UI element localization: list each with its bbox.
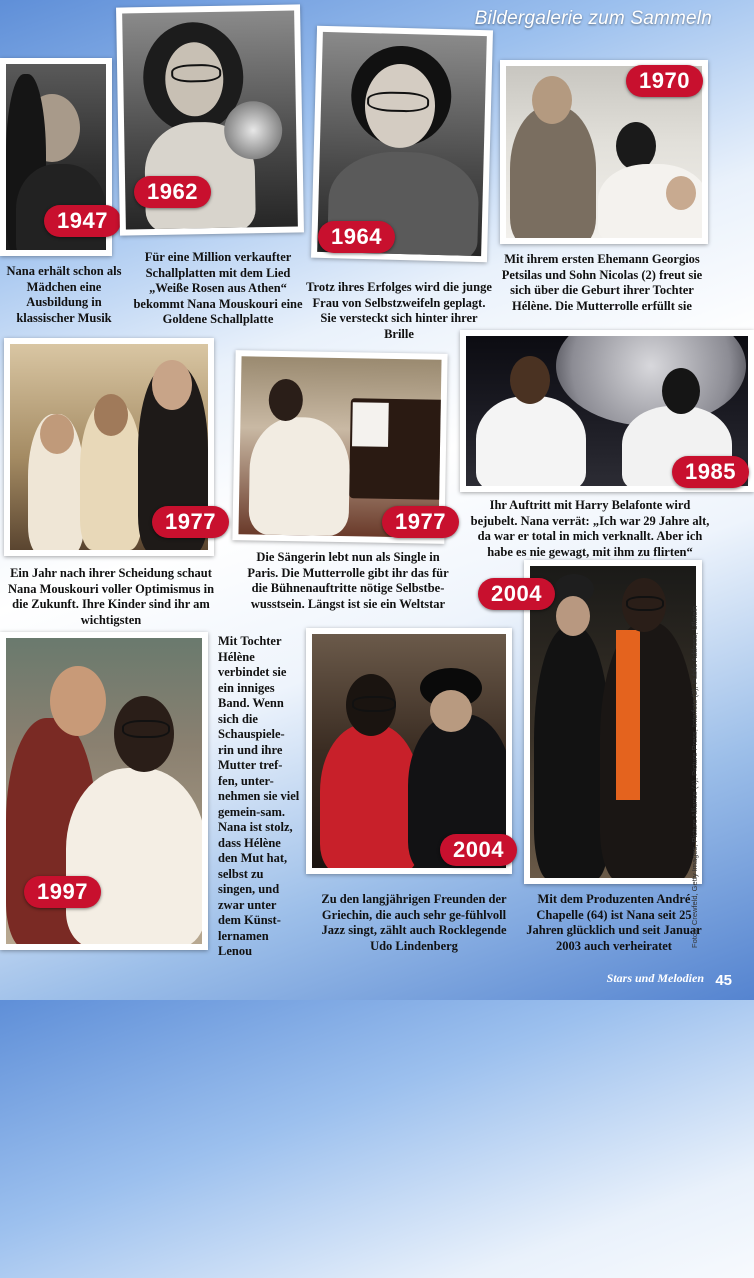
caption-1964: Trotz ihres Erfolges wird die junge Frau von Selbstzweifeln geplagt. Sie versteckt sich hinter ihrer Brille xyxy=(306,280,492,341)
photo-credits-container xyxy=(690,605,702,1278)
caption-1970: Mit ihrem ersten Ehemann Georgios Petsilas und Sohn Nicolas (2) freut sie sich über die Geburt ihrer Tochter Hélène. Die Mutterrolle erfüllt sie xyxy=(501,252,703,313)
caption-1985: Ihr Auftritt mit Harry Belafonte wird bejubelt. Nana verrät: „Ich war 29 Jahre alt, da war er total in mich verknallt. Aber ich habe es nie gewagt, mit ihm zu flirten“ xyxy=(470,498,710,559)
caption-2004-lindenberg: Zu den langjährigen Freunden der Griechin, die auch sehr ge-fühlvoll Jazz singt, zählt auch Rocklegende Udo Lindenberg xyxy=(321,892,507,953)
caption-1947: Nana erhält schon als Mädchen eine Ausbildung in klassischer Musik xyxy=(6,264,122,325)
year-badge-2004-chapelle: 2004 xyxy=(478,578,555,610)
year-badge-1962: 1962 xyxy=(134,176,211,208)
year-badge-1947: 1947 xyxy=(44,205,121,237)
magazine-name: Stars und Melodien xyxy=(606,971,704,985)
caption-1977-family: Ein Jahr nach ihrer Scheidung schaut Nana Mouskouri voller Optimismus in die Zukunft. Ihre Kinder sind ihr am wichtigsten xyxy=(7,566,215,627)
year-badge-1985: 1985 xyxy=(672,456,749,488)
caption-1997: Mit Tochter Hélène verbindet sie ein inniges Band. Wenn sich die Schauspiele-rin und ihre Mutter tref-fen, unter-nehmen sie viel gemein-sam. Nana ist stolz, dass Hélène den Mut hat, selbst zu singen, und zwar unter dem Künst-lernamen Lenou xyxy=(218,634,300,958)
photo-credits: Fotos: Crewfeld, Getty Images, Picture Alliance (4), Picture Press, Interfoto (2), Public Address, Ullstein xyxy=(690,605,699,948)
year-badge-1997: 1997 xyxy=(24,876,101,908)
caption-2004-chapelle: Mit dem Produzenten André Chapelle (64) ist Nana seit 25 Jahren glücklich und seit Januar 2003 auch verheiratet xyxy=(526,892,702,953)
caption-1977-piano: Die Sängerin lebt nun als Single in Paris. Die Mutterrolle gibt ihr das für die Bühnenauftritte nötige Selbstbe-wusstsein. Längst ist sie ein Weltstar xyxy=(247,550,449,611)
section-title: Bildergalerie zum Sammeln xyxy=(474,8,712,29)
year-badge-1977-piano: 1977 xyxy=(382,506,459,538)
year-badge-2004-lindenberg: 2004 xyxy=(440,834,517,866)
caption-1962: Für eine Million verkaufter Schallplatten mit dem Lied „Weiße Rosen aus Athen“ bekommt Nana Mouskouri eine Goldene Schallplatte xyxy=(133,250,303,326)
page-number: 45 xyxy=(715,972,732,989)
year-badge-1977-family: 1977 xyxy=(152,506,229,538)
year-badge-1964: 1964 xyxy=(318,221,395,253)
photo-image xyxy=(312,634,506,868)
year-badge-1970: 1970 xyxy=(626,65,703,97)
photo-image xyxy=(530,566,696,878)
photo-2004-chapelle xyxy=(524,560,702,884)
